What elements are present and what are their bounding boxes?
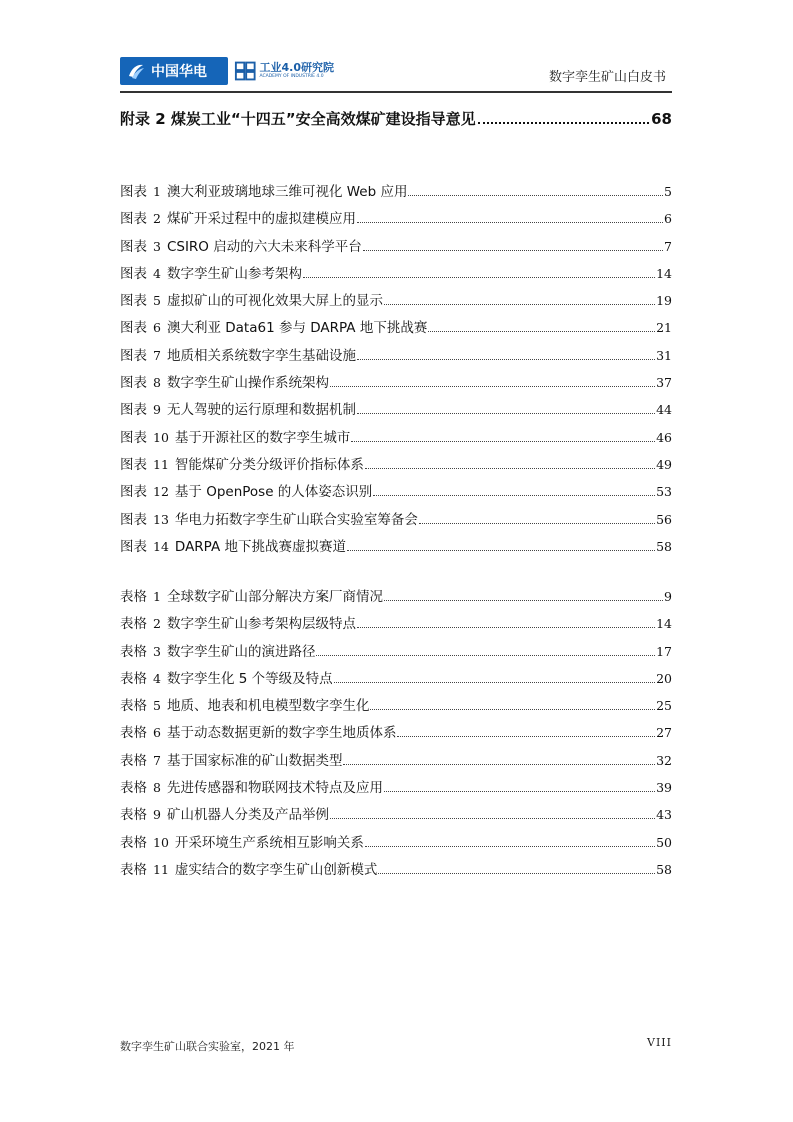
- entry-title: 华电力拓数字孪生矿山联合实验室筹备会: [174, 511, 418, 528]
- leader-dots: [330, 386, 655, 387]
- entry-number: 5: [153, 698, 161, 714]
- entry-title: 煤矿开采过程中的虚拟建模应用: [166, 211, 356, 228]
- entry-page: 19: [656, 293, 672, 309]
- huadian-logo-text: 中国华电: [151, 64, 207, 80]
- entry-label: 表格: [120, 589, 147, 605]
- entry-title: 智能煤矿分类分级评价指标体系: [174, 456, 364, 473]
- entry-number: 14: [153, 538, 169, 554]
- table-toc-entry[interactable]: [120, 831, 672, 858]
- leader-dots: [316, 655, 655, 656]
- entry-page: 37: [656, 375, 672, 391]
- leader-dots: [357, 413, 655, 414]
- entry-title: 数字孪生矿山操作系统架构: [166, 375, 329, 392]
- entry-number: 5: [153, 293, 161, 309]
- entry-label: 表格: [120, 861, 147, 878]
- entry-page: 43: [656, 807, 672, 823]
- academy-logo-subtext: ACADEMY OF INDUSTRIE 4.0: [259, 74, 324, 80]
- entry-page: 58: [656, 538, 672, 554]
- entry-page: 14: [656, 616, 672, 632]
- entry-number: 6: [153, 320, 161, 336]
- table-list: [120, 585, 672, 885]
- leader-dots: [419, 523, 655, 524]
- entry-title: 数字孪生矿山参考架构层级特点: [166, 616, 356, 633]
- huadian-logo: [120, 57, 228, 85]
- figure-toc-entry[interactable]: [120, 180, 672, 207]
- figure-toc-entry[interactable]: [120, 262, 672, 289]
- leader-dots: [357, 359, 655, 360]
- leader-dots: [357, 627, 655, 628]
- leader-dots: [334, 682, 655, 683]
- leader-dots: [347, 550, 655, 551]
- entry-title: 基于动态数据更新的数字孪生地质体系: [166, 725, 397, 742]
- figure-toc-entry[interactable]: [120, 371, 672, 398]
- entry-title: 先进传感器和物联网技术特点及应用: [166, 780, 383, 797]
- leader-dots: [384, 791, 655, 792]
- academy-logo-text: 工业4.0研究院: [259, 61, 334, 75]
- entry-label: 图表: [120, 511, 147, 528]
- entry-label: 表格: [120, 698, 147, 715]
- leader-dots: [428, 331, 655, 332]
- table-toc-entry[interactable]: [120, 776, 672, 803]
- entry-label: 表格: [120, 725, 147, 742]
- appendix-page: 68: [651, 110, 672, 128]
- entry-label: 图表: [120, 402, 147, 419]
- entry-number: 3: [153, 238, 161, 254]
- leader-dots: [370, 709, 655, 710]
- entry-number: 7: [153, 752, 161, 768]
- leader-dots: [384, 600, 663, 601]
- entry-label: 图表: [120, 538, 147, 555]
- entry-number: 11: [153, 456, 169, 472]
- entry-page: 17: [656, 643, 672, 659]
- entry-title: 地质相关系统数字孪生基础设施: [166, 347, 356, 364]
- entry-label: 图表: [120, 293, 147, 310]
- entry-number: 12: [153, 484, 169, 500]
- entry-title: 虚拟矿山的可视化效果大屏上的显示: [166, 293, 383, 310]
- entry-label: 表格: [120, 616, 147, 633]
- huadian-logo-icon: [126, 61, 146, 81]
- entry-label: 表格: [120, 643, 147, 660]
- entry-title: 基于 OpenPose 的人体姿态识别: [174, 484, 373, 501]
- entry-title: 数字孪生矿山参考架构: [166, 265, 302, 282]
- leader-dots: [343, 764, 655, 765]
- entry-title: 地质、地表和机电模型数字孪生化: [166, 698, 370, 715]
- entry-page: 32: [656, 752, 672, 768]
- figure-list: [120, 180, 672, 562]
- leader-dots: [365, 468, 655, 469]
- footer-text: 数字孪生矿山联合实验室，2021 年: [120, 1040, 295, 1053]
- figure-toc-entry[interactable]: [120, 480, 672, 507]
- figure-toc-entry[interactable]: [120, 289, 672, 316]
- entry-label: 表格: [120, 752, 147, 769]
- entry-title: CSIRO 启动的六大未来科学平台: [166, 238, 362, 255]
- leader-dots: [365, 846, 655, 847]
- entry-page: 25: [656, 698, 672, 714]
- document-title: 数字孪生矿山白皮书: [548, 70, 666, 85]
- entry-title: DARPA 地下挑战赛虚拟赛道: [174, 538, 346, 555]
- header-divider: [120, 91, 672, 93]
- entry-label: 表格: [120, 780, 147, 797]
- table-toc-entry[interactable]: [120, 803, 672, 830]
- entry-page: 5: [664, 184, 672, 199]
- entry-label: 图表: [120, 184, 147, 200]
- entry-page: 21: [656, 320, 672, 336]
- entry-label: 表格: [120, 670, 147, 687]
- figure-toc-entry[interactable]: [120, 344, 672, 371]
- entry-page: 31: [656, 347, 672, 363]
- entry-page: 27: [656, 725, 672, 741]
- toc-appendix-entry[interactable]: [120, 108, 672, 130]
- entry-label: 图表: [120, 265, 147, 282]
- leader-dots: [478, 122, 650, 124]
- academy-logo-icon: [234, 59, 257, 83]
- entry-number: 13: [153, 511, 169, 527]
- figure-toc-entry[interactable]: [120, 508, 672, 535]
- leader-dots: [378, 873, 655, 874]
- table-toc-entry[interactable]: [120, 694, 672, 721]
- figure-toc-entry[interactable]: [120, 207, 672, 234]
- entry-title: 澳大利亚 Data61 参与 DARPA 地下挑战赛: [166, 320, 428, 337]
- entry-number: 9: [153, 402, 161, 418]
- entry-title: 矿山机器人分类及产品举例: [166, 807, 329, 824]
- entry-page: 53: [656, 484, 672, 500]
- leader-dots: [330, 818, 655, 819]
- leader-dots: [363, 250, 663, 251]
- table-toc-entry[interactable]: [120, 721, 672, 748]
- entry-title: 基于开源社区的数字孪生城市: [174, 429, 351, 446]
- entry-label: 图表: [120, 484, 147, 501]
- entry-number: 8: [153, 780, 161, 796]
- entry-title: 数字孪生矿山的演进路径: [166, 643, 316, 660]
- leader-dots: [351, 441, 655, 442]
- academy-logo: [234, 57, 334, 85]
- entry-page: 14: [656, 265, 672, 281]
- entry-label: 图表: [120, 375, 147, 392]
- entry-title: 虚实结合的数字孪生矿山创新模式: [174, 861, 378, 878]
- leader-dots: [408, 195, 663, 196]
- table-toc-entry[interactable]: [120, 585, 672, 612]
- entry-page: 46: [656, 429, 672, 445]
- entry-page: 9: [664, 589, 672, 604]
- leader-dots: [303, 277, 655, 278]
- entry-number: 9: [153, 807, 161, 823]
- entry-page: 44: [656, 402, 672, 418]
- entry-number: 8: [153, 375, 161, 391]
- entry-label: 表格: [120, 834, 147, 851]
- entry-number: 4: [153, 265, 161, 281]
- table-toc-entry[interactable]: [120, 667, 672, 694]
- figure-toc-entry[interactable]: [120, 398, 672, 425]
- entry-page: 49: [656, 456, 672, 472]
- page-header: [120, 54, 672, 90]
- entry-number: 3: [153, 643, 161, 659]
- entry-title: 澳大利亚玻璃地球三维可视化 Web 应用: [166, 184, 408, 200]
- page-number: VIII: [647, 1036, 672, 1049]
- entry-number: 10: [153, 429, 169, 445]
- table-toc-entry[interactable]: [120, 612, 672, 639]
- figure-toc-entry[interactable]: [120, 235, 672, 262]
- figure-toc-entry[interactable]: [120, 453, 672, 480]
- figure-toc-entry[interactable]: [120, 426, 672, 453]
- table-toc-entry[interactable]: [120, 640, 672, 667]
- entry-label: 图表: [120, 211, 147, 228]
- leader-dots: [357, 222, 663, 223]
- entry-label: 图表: [120, 320, 147, 337]
- entry-number: 4: [153, 670, 161, 686]
- entry-page: 56: [656, 511, 672, 527]
- entry-page: 50: [656, 834, 672, 850]
- entry-number: 10: [153, 834, 169, 850]
- table-toc-entry[interactable]: [120, 749, 672, 776]
- figure-toc-entry[interactable]: [120, 535, 672, 562]
- entry-label: 图表: [120, 456, 147, 473]
- entry-number: 1: [153, 184, 161, 199]
- leader-dots: [373, 495, 655, 496]
- entry-title: 基于国家标准的矿山数据类型: [166, 752, 343, 769]
- entry-title: 无人驾驶的运行原理和数据机制: [166, 402, 356, 419]
- leader-dots: [397, 736, 655, 737]
- entry-number: 2: [153, 616, 161, 632]
- entry-number: 11: [153, 861, 169, 877]
- figure-toc-entry[interactable]: [120, 316, 672, 343]
- leader-dots: [384, 304, 655, 305]
- entry-page: 6: [664, 211, 672, 227]
- entry-title: 全球数字矿山部分解决方案厂商情况: [166, 589, 383, 605]
- entry-page: 58: [656, 861, 672, 877]
- entry-number: 6: [153, 725, 161, 741]
- entry-number: 2: [153, 211, 161, 227]
- entry-page: 7: [664, 238, 672, 254]
- entry-label: 图表: [120, 429, 147, 446]
- entry-label: 图表: [120, 238, 147, 255]
- entry-label: 表格: [120, 807, 147, 824]
- table-toc-entry[interactable]: [120, 858, 672, 885]
- entry-title: 开采环境生产系统相互影响关系: [174, 834, 364, 851]
- entry-page: 39: [656, 780, 672, 796]
- entry-number: 1: [153, 589, 161, 604]
- appendix-title: 附录 2 煤炭工业“十四五”安全高效煤矿建设指导意见: [120, 110, 476, 128]
- entry-title: 数字孪生化 5 个等级及特点: [166, 670, 333, 687]
- entry-number: 7: [153, 347, 161, 363]
- entry-page: 20: [656, 670, 672, 686]
- entry-label: 图表: [120, 347, 147, 364]
